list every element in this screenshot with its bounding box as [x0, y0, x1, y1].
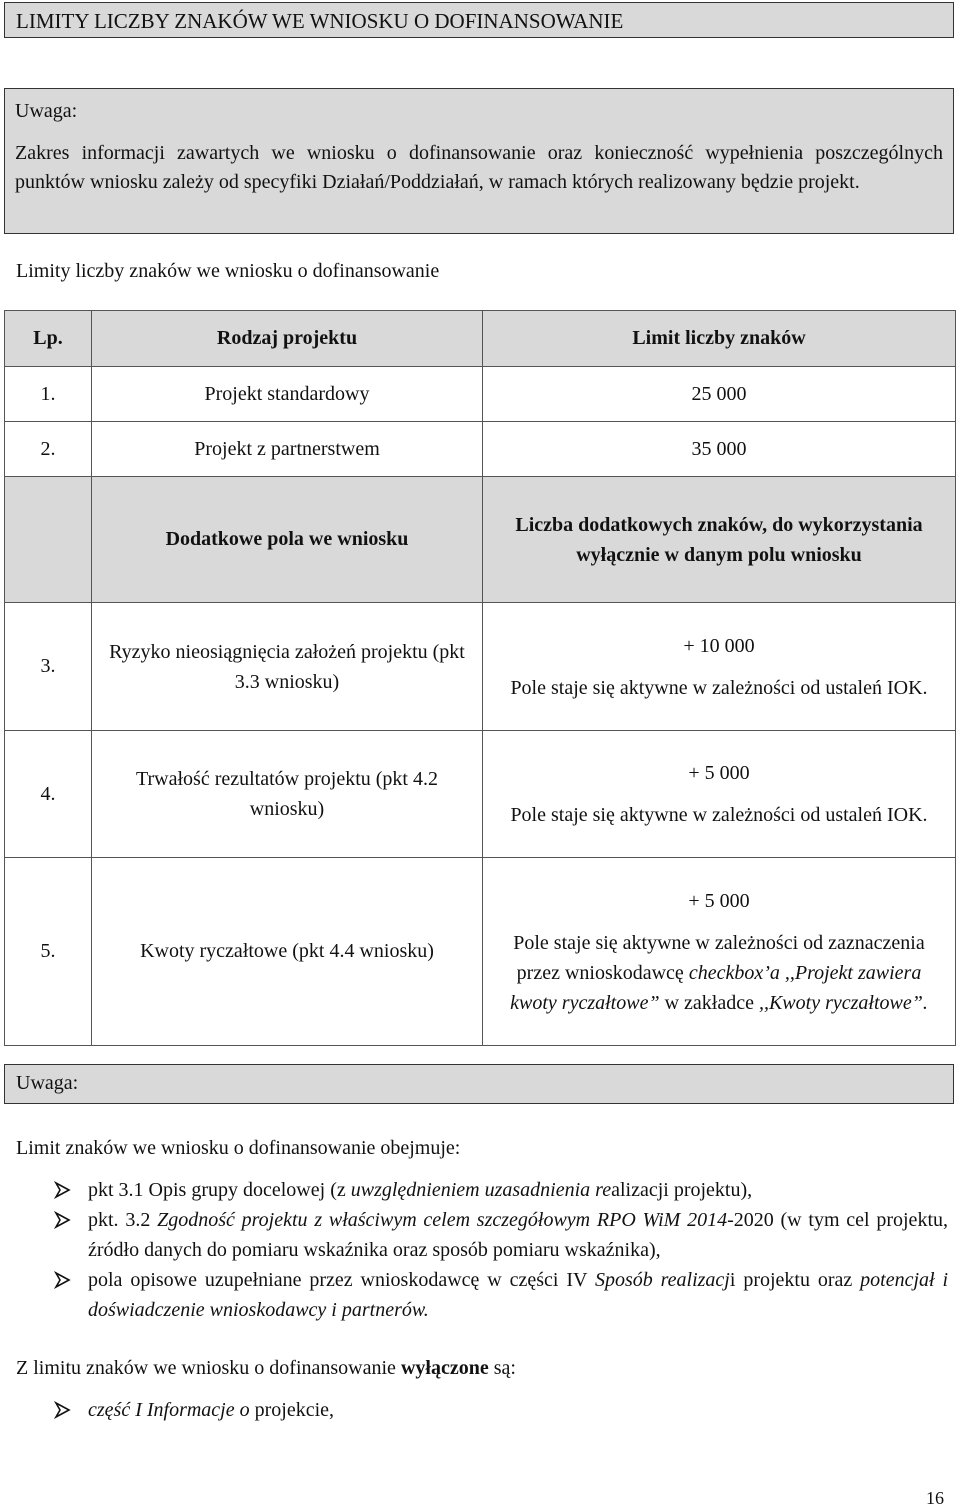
note-box [4, 88, 954, 234]
row-field: Kwoty ryczałtowe (pkt 4.4 wniosku) [92, 858, 483, 1046]
extra-note-c: w zakładce [664, 991, 754, 1014]
page-header [4, 2, 954, 38]
page-number: 16 [926, 1488, 944, 1508]
excluded-list [54, 1395, 948, 1425]
table-row [5, 603, 956, 731]
table-row [5, 858, 956, 1046]
row-extra [483, 731, 956, 858]
arrow-bullet-icon [54, 1265, 72, 1295]
arrow-bullet-icon [54, 1205, 72, 1235]
includes-intro: Limit znaków we wniosku o dofinansowanie obejmuje: [16, 1137, 461, 1159]
row-lp: 3. [5, 603, 92, 731]
extra-note: Pole staje się aktywne w zależności od ustaleń IOK. [510, 804, 928, 826]
section-title: Limity liczby znaków we wniosku o dofinansowanie [16, 260, 440, 282]
row-limit: 25 000 [483, 367, 956, 422]
row-lp: 2. [5, 422, 92, 477]
row-limit: 35 000 [483, 422, 956, 477]
row-extra [483, 603, 956, 731]
limits-table [4, 310, 956, 1046]
row-lp: 1. [5, 367, 92, 422]
header-limit: Limit liczby znaków [483, 311, 956, 367]
list-item: pkt. 3.2 Zgodność projektu z właściwym celem szczegółowym RPO WiM 2014-2020 (w tym cel projektu, źródło danych do pomiaru wskaźnika oraz sposób pomiaru wskaźnika), [54, 1205, 948, 1265]
extra-plus: + 5 000 [688, 889, 750, 912]
includes-list [54, 1175, 948, 1325]
extra-note: Pole staje się aktywne w zależności od ustaleń IOK. [510, 676, 928, 699]
extra-note-a: Pole staje się aktywne w zależności od zaznaczenia przez wnioskodawcę [513, 931, 925, 984]
page-title: LIMITY LICZBY ZNAKÓW WE WNIOSKU O DOFINANSOWANIE [16, 9, 624, 33]
arrow-bullet-icon [54, 1175, 72, 1205]
table-row [5, 422, 956, 477]
extra-plus: + 5 000 [688, 762, 750, 784]
extra-note-b: checkbox’a ,,Projekt zawiera kwoty ryczałtowe” [510, 961, 922, 1014]
extra-header-blank [5, 477, 92, 603]
note-section [4, 1064, 954, 1104]
excluded-intro: Z limitu znaków we wniosku o dofinansowanie wyłączone są: [16, 1357, 516, 1379]
table-row [5, 367, 956, 422]
list-item: część I Informacje o projekcie, [54, 1395, 948, 1425]
header-lp: Lp. [5, 311, 92, 367]
note-text: Zakres informacji zawartych we wniosku o dofinansowanie oraz konieczność wypełnienia poszczególnych punktów wniosku zależy od specyfiki Działań/Poddziałań, w ramach których realizowany będzie projekt. [15, 142, 943, 193]
extra-note-d: ,,Kwoty ryczałtowe”. [758, 991, 928, 1014]
row-lp: 4. [5, 731, 92, 858]
extra-plus: + 10 000 [683, 634, 755, 657]
row-lp: 5. [5, 858, 92, 1046]
row-type: Projekt z partnerstwem [92, 422, 483, 477]
extra-header-fields: Dodatkowe pola we wniosku [92, 477, 483, 603]
note2-label: Uwaga: [16, 1072, 79, 1094]
note-label: Uwaga: [15, 100, 78, 122]
row-type: Projekt standardowy [92, 367, 483, 422]
row-field: Trwałość rezultatów projektu (pkt 4.2 wniosku) [92, 731, 483, 858]
row-field: Ryzyko nieosiągnięcia założeń projektu (pkt 3.3 wniosku) [92, 603, 483, 731]
list-item: pkt 3.1 Opis grupy docelowej (z uwzględnieniem uzasadnienia realizacji projektu), [54, 1175, 948, 1205]
table-row [5, 731, 956, 858]
list-item: pola opisowe uzupełniane przez wnioskodawcę w części IV Sposób realizacji projektu oraz potencjał i doświadczenie wnioskodawcy i partnerów. [54, 1265, 948, 1325]
row-extra [483, 858, 956, 1046]
extra-note [499, 928, 939, 1018]
extra-header-count: Liczba dodatkowych znaków, do wykorzystania wyłącznie w danym polu wniosku [483, 477, 956, 603]
arrow-bullet-icon [54, 1395, 72, 1425]
header-type: Rodzaj projektu [92, 311, 483, 367]
